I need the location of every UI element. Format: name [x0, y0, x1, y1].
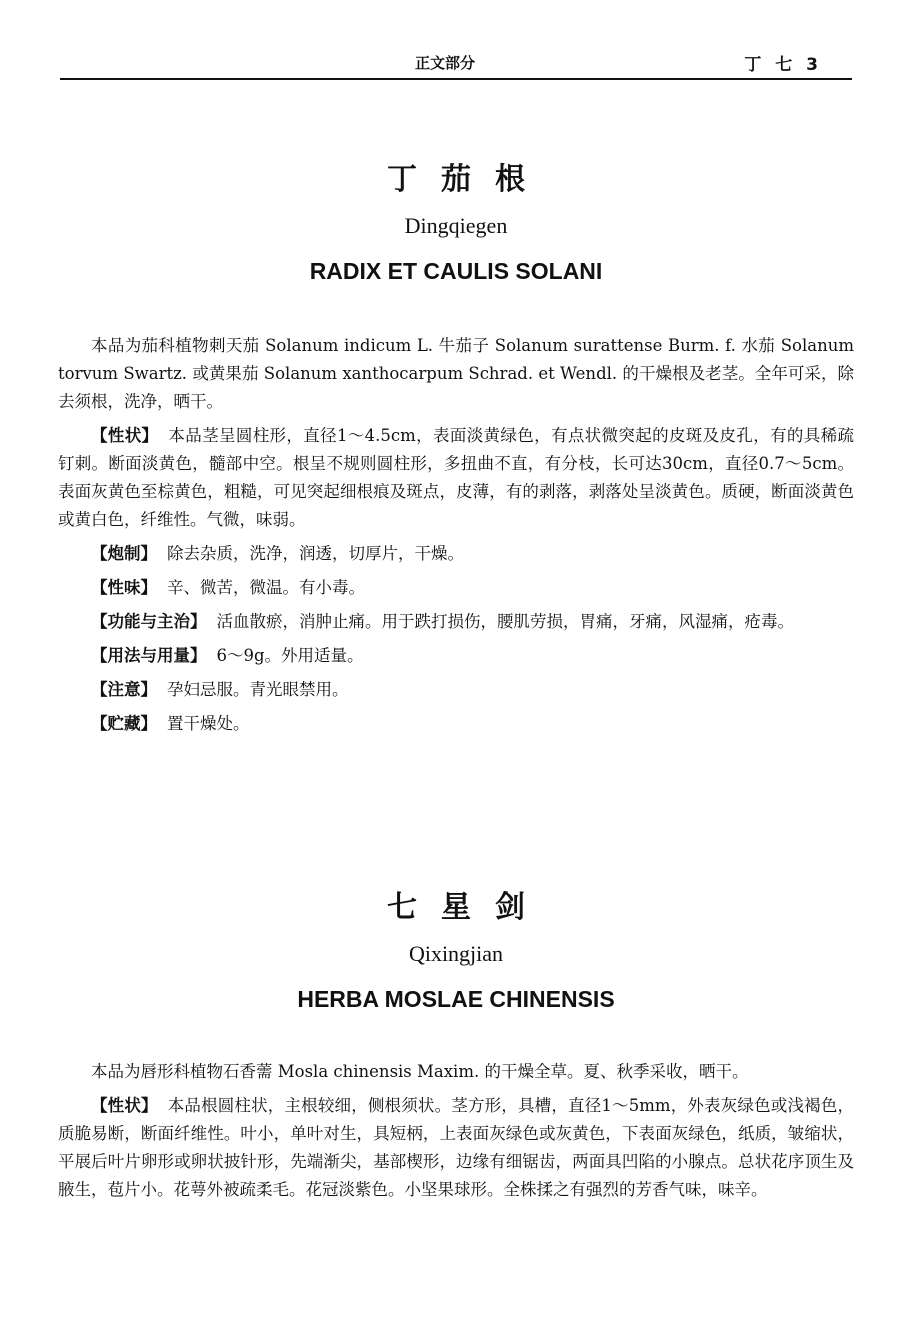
entry-title-latin: RADIX ET CAULIS SOLANI — [309, 258, 603, 284]
entry-title-pinyin: Qixingjian — [408, 941, 504, 966]
section-label: 【贮藏】 — [91, 714, 157, 733]
section-label: 【性状】 — [91, 426, 159, 445]
section-precautions — [58, 676, 854, 704]
entry-body — [58, 332, 854, 738]
entry-title-chinese: 七星剑 — [387, 890, 549, 925]
entry-intro: 本品为茄科植物刺天茄 Solanum indicum L. 牛茄子 Solanum surattense Burm. f. 水茄 Solanum torvum Swartz. 或黄果茄 Solanum xanthocarpum Schrad. et Wendl. 的干燥根及老茎。全年可采，除去须根，洗净，晒干。 — [58, 336, 854, 411]
section-usage-dosage — [58, 642, 854, 670]
entry-body — [58, 1058, 854, 1204]
section-label: 【性状】 — [91, 1096, 158, 1115]
page-header — [60, 50, 852, 80]
section-label: 【注意】 — [91, 680, 157, 699]
section-storage — [58, 710, 854, 738]
section-label: 【炮制】 — [91, 544, 157, 563]
section-label: 【功能与主治】 — [91, 612, 207, 631]
entry-title-chinese: 丁茄根 — [387, 162, 549, 197]
section-text: 本品根圆柱状，主根较细，侧根须状。茎方形，具槽，直径1～5mm，外表灰绿色或浅褐色，质脆易断，断面纤维性。叶小，单叶对生，具短柄，上表面灰绿色或灰黄色，下表面灰绿色，纸质，皱缩状，平展后叶片卵形或卵状披针形，先端渐尖，基部楔形，边缘有细锯齿，两面具凹陷的小腺点。总状花序顶生及腋生，苞片小。花萼外被疏柔毛。花冠淡紫色。小坚果球形。全株揉之有强烈的芳香气味，味辛。 — [58, 1096, 854, 1199]
header-page-index: 丁 七 3 — [744, 55, 822, 75]
section-label: 【性味】 — [91, 578, 157, 597]
entry-intro: 本品为唇形科植物石香薷 Mosla chinensis Maxim. 的干燥全草。夏、秋季采收，晒干。 — [91, 1062, 749, 1081]
section-processing — [58, 540, 854, 568]
section-text: 置干燥处。 — [167, 714, 250, 733]
entry-title-latin: HERBA MOSLAE CHINENSIS — [297, 986, 615, 1012]
section-text: 辛、微苦，微温。有小毒。 — [167, 578, 365, 597]
section-label: 【用法与用量】 — [91, 646, 207, 665]
section-text: 孕妇忌服。青光眼禁用。 — [167, 680, 349, 699]
entry-qixingjian — [58, 888, 854, 1210]
section-text: 6～9g。外用适量。 — [216, 646, 364, 665]
section-text: 活血散瘀，消肿止痛。用于跌打损伤，腰肌劳损，胃痛，牙痛，风湿痛，疮毒。 — [216, 612, 794, 631]
header-section-title: 正文部分 — [415, 54, 476, 72]
section-nature-flavor — [58, 574, 854, 602]
entry-dingqiegen — [58, 160, 854, 744]
entry-title-pinyin: Dingqiegen — [404, 213, 508, 238]
section-text: 除去杂质，洗净，润透，切厚片，干燥。 — [167, 544, 464, 563]
section-properties — [58, 1092, 854, 1204]
section-text: 本品茎呈圆柱形，直径1～4.5cm，表面淡黄绿色，有点状微突起的皮斑及皮孔，有的具稀疏钉刺。断面淡黄色，髓部中空。根呈不规则圆柱形，多扭曲不直，有分枝，长可达30cm，直径0.7～5cm。表面灰黄色至棕黄色，粗糙，可见突起细根痕及斑点，皮薄，有的剥落，剥落处呈淡黄色。质硬，断面淡黄色或黄白色，纤维性。气微，味弱。 — [58, 426, 854, 529]
section-functions — [58, 608, 854, 636]
section-properties — [58, 422, 854, 534]
